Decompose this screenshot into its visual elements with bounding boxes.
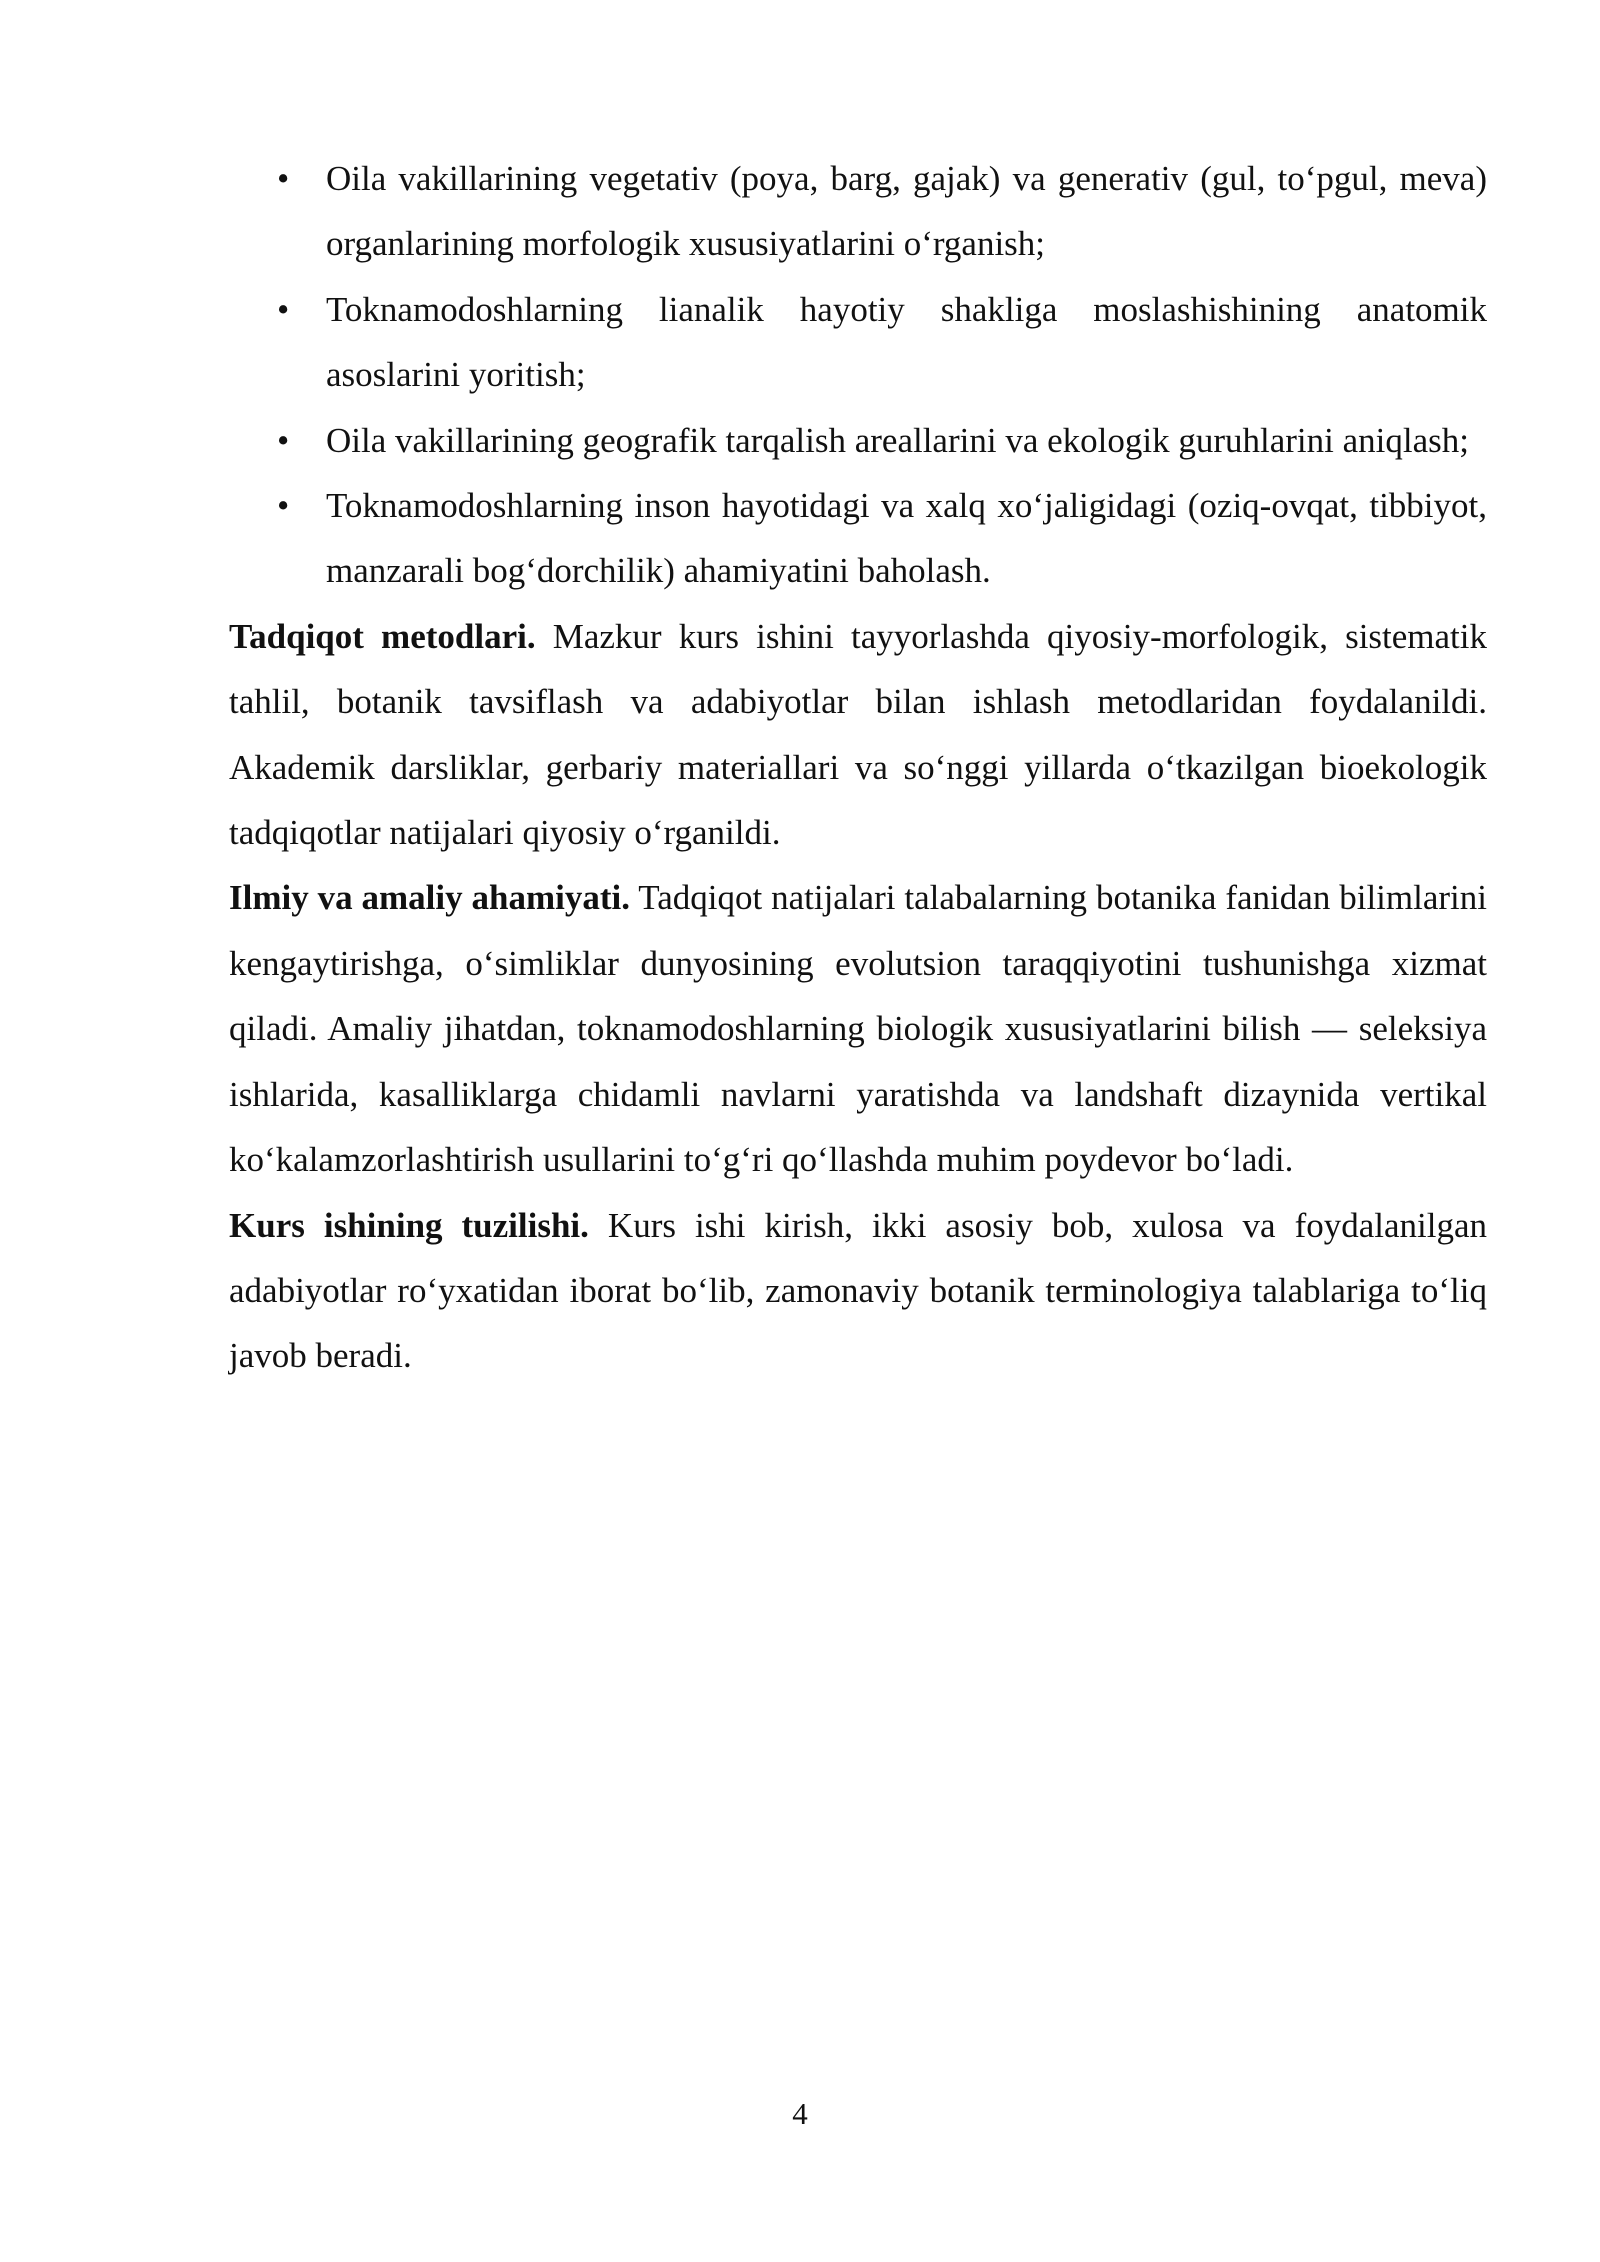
bullet-icon: • bbox=[277, 289, 290, 329]
list-item bbox=[229, 277, 1487, 408]
list-item bbox=[229, 146, 1487, 277]
list-item-text: Oila vakillarining geografik tarqalish areallarini va ekologik guruhlarini aniqlash; bbox=[326, 420, 1469, 460]
list-item-text: Oila vakillarining vegetativ (poya, barg, gajak) va generativ (gul, to‘pgul, meva) organlarining morfologik xususiyatlarini o‘rganish; bbox=[326, 159, 1487, 264]
paragraph-text: Tadqiqot natijalari talabalarning botanika fanidan bilimlarini kengaytirishga, o‘simliklar dunyosining evolutsion taraqqiyotini tushunishga xizmat qiladi. Amaliy jihatdan, toknamodoshlarning biologik xususiyatlarini bilish — seleksiya ishlarida, kasalliklarga chidamli navlarni yaratishda va landshaft dizaynida vertikal ko‘kalamzorlashtirish usullarini to‘g‘ri qo‘llashda muhim poydevor bo‘ladi. bbox=[229, 878, 1487, 1180]
paragraph-heading: Ilmiy va amaliy ahamiyati. bbox=[229, 878, 630, 918]
bullet-icon: • bbox=[277, 420, 290, 460]
bullet-icon: • bbox=[277, 159, 290, 198]
list-item bbox=[229, 473, 1487, 604]
structure-paragraph bbox=[229, 1193, 1487, 1389]
list-item bbox=[229, 408, 1487, 473]
paragraph-heading: Kurs ishining tuzilishi. bbox=[229, 1205, 589, 1245]
bullet-icon: • bbox=[277, 486, 290, 526]
significance-paragraph bbox=[229, 865, 1487, 1192]
page-body bbox=[229, 146, 1487, 1389]
paragraph-text: Kurs ishi kirish, ikki asosiy bob, xulosa va foydalanilgan adabiyotlar ro‘yxatidan iborat bo‘lib, zamonaviy botanik terminologiya talablariga to‘liq javob beradi. bbox=[229, 1205, 1488, 1376]
list-item-text: Toknamodoshlarning lianalik hayotiy shakliga moslashishining anatomik asoslarini yoritish; bbox=[326, 289, 1487, 395]
paragraph-text: Mazkur kurs ishini tayyorlashda qiyosiy-morfologik, sistematik tahlil, botanik tavsiflash va adabiyotlar bilan ishlash metodlaridan foydalanildi. Akademik darsliklar, gerbariy materiallari va so‘nggi yillarda o‘tkazilgan bioekologik tadqiqotlar natijalari qiyosiy o‘rganildi. bbox=[229, 616, 1488, 853]
paragraph-heading: Tadqiqot metodlari. bbox=[229, 616, 536, 656]
research-methods-paragraph bbox=[229, 604, 1487, 866]
page-number: 4 bbox=[792, 2096, 808, 2131]
objectives-list bbox=[229, 146, 1487, 604]
list-item-text: Toknamodoshlarning inson hayotidagi va xalq xo‘jaligidagi (oziq-ovqat, tibbiyot, manzarali bog‘dorchilik) ahamiyatini baholash. bbox=[326, 486, 1487, 591]
